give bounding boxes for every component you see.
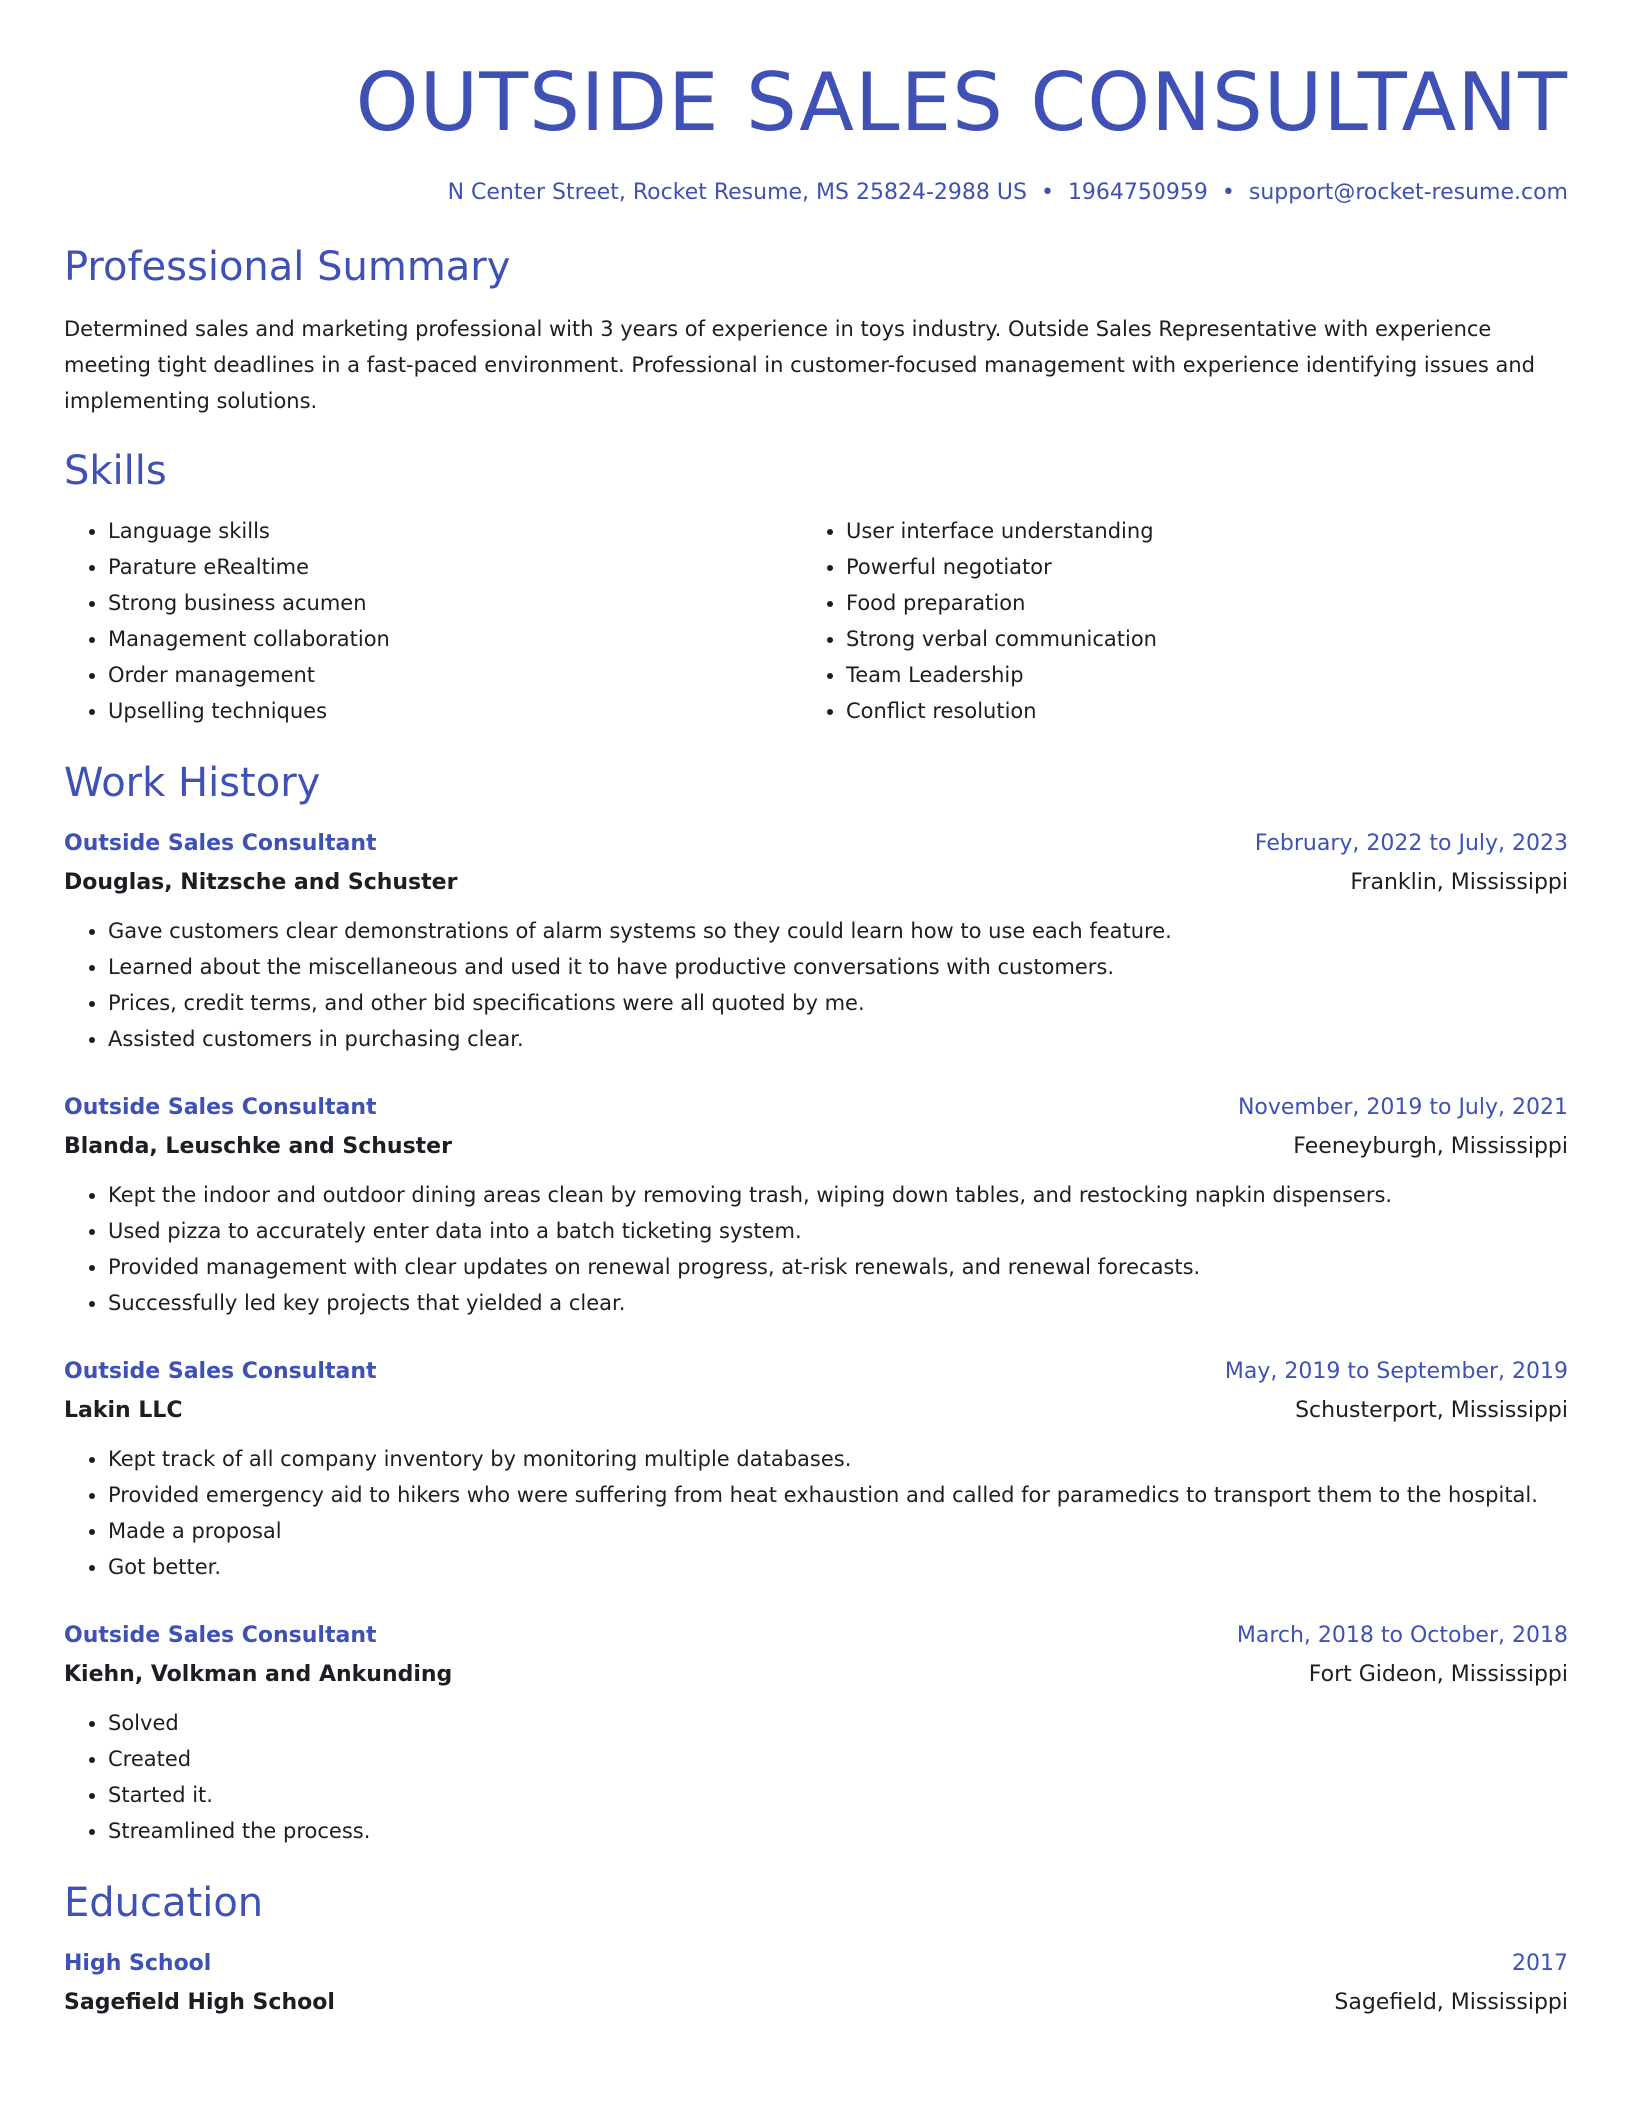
skills-column-left: [64, 513, 802, 729]
job-bullet: • Gave customers clear demonstrations of alarm systems so they could learn how to use each feature.: [108, 913, 1568, 949]
education-location: Sagefield, Mississippi: [1334, 1990, 1568, 2015]
skills-list: [64, 513, 1568, 729]
job-company: Blanda, Leuschke and Schuster: [64, 1134, 452, 1159]
job-bullet: • Kept the indoor and outdoor dining areas clean by removing trash, wiping down tables, and restocking napkin dispensers.: [108, 1177, 1568, 1213]
job-company-row: [64, 1391, 1568, 1431]
job-bullet: • Created: [108, 1741, 1568, 1777]
contact-separator: •: [1221, 180, 1235, 205]
work-history-heading: Work History: [64, 760, 321, 806]
skill-item: • Food preparation: [846, 585, 1540, 621]
job-bullet: • Used pizza to accurately enter data into a batch ticketing system.: [108, 1213, 1568, 1249]
skill-item: • Management collaboration: [108, 621, 802, 657]
job-company-row: [64, 1655, 1568, 1695]
job-dates: November, 2019 to July, 2021: [1237, 1095, 1568, 1120]
job-entry: [64, 1353, 1568, 1585]
skills-column-right: [802, 513, 1540, 729]
job-entry: [64, 1089, 1568, 1321]
job-bullet: • Solved: [108, 1705, 1568, 1741]
job-role: Outside Sales Consultant: [64, 1359, 377, 1384]
contact-phone: 1964750959: [1067, 180, 1208, 205]
skills-heading: Skills: [64, 448, 167, 494]
job-header-row: [64, 1617, 1568, 1655]
skill-item: • Upselling techniques: [108, 693, 802, 729]
job-company: Kiehn, Volkman and Ankunding: [64, 1662, 453, 1687]
job-bullet: • Provided emergency aid to hikers who were suffering from heat exhaustion and called for paramedics to transport them to the hospital.: [108, 1477, 1568, 1513]
education-degree: High School: [64, 1951, 212, 1976]
job-bullet: • Provided management with clear updates on renewal progress, at-risk renewals, and renewal forecasts.: [108, 1249, 1568, 1285]
education-year: 2017: [1512, 1951, 1568, 1976]
job-bullet: • Successfully led key projects that yielded a clear.: [108, 1285, 1568, 1321]
job-role: Outside Sales Consultant: [64, 831, 377, 856]
contact-email[interactable]: support@rocket-resume.com: [1248, 180, 1568, 205]
job-header-row: [64, 825, 1568, 863]
job-location: Franklin, Mississippi: [1350, 870, 1568, 895]
skill-item: • Team Leadership: [846, 657, 1540, 693]
job-header-row: [64, 1353, 1568, 1391]
job-bullet: • Got better.: [108, 1549, 1568, 1585]
skill-item: • Parature eRealtime: [108, 549, 802, 585]
job-bullet: • Streamlined the process.: [108, 1813, 1568, 1849]
job-location: Feeneyburgh, Mississippi: [1293, 1134, 1568, 1159]
education-school-row: [64, 1983, 1568, 2023]
contact-separator: •: [1040, 180, 1054, 205]
skill-item: • Language skills: [108, 513, 802, 549]
skill-item: • Strong verbal communication: [846, 621, 1540, 657]
job-entry: [64, 1617, 1568, 1849]
job-bullet: • Assisted customers in purchasing clear.: [108, 1021, 1568, 1057]
job-bullets: [64, 1441, 1568, 1585]
education-header-row: [64, 1945, 1568, 1983]
job-bullets: [64, 913, 1568, 1057]
job-role: Outside Sales Consultant: [64, 1623, 377, 1648]
skill-item: • Powerful negotiator: [846, 549, 1540, 585]
job-role: Outside Sales Consultant: [64, 1095, 377, 1120]
job-dates: February, 2022 to July, 2023: [1254, 831, 1568, 856]
education-entry: [64, 1945, 1568, 2023]
job-dates: May, 2019 to September, 2019: [1224, 1359, 1568, 1384]
resume-header: [64, 0, 1568, 205]
job-bullet: • Learned about the miscellaneous and used it to have productive conversations with customers.: [108, 949, 1568, 985]
skill-item: • Strong business acumen: [108, 585, 802, 621]
education-school: Sagefield High School: [64, 1990, 335, 2015]
job-company: Douglas, Nitzsche and Schuster: [64, 870, 458, 895]
job-bullets: [64, 1705, 1568, 1849]
candidate-title: OUTSIDE SALES CONSULTANT: [355, 56, 1568, 149]
job-location: Fort Gideon, Mississippi: [1308, 1662, 1568, 1687]
job-dates: March, 2018 to October, 2018: [1236, 1623, 1568, 1648]
job-bullet: • Kept track of all company inventory by monitoring multiple databases.: [108, 1441, 1568, 1477]
job-company-row: [64, 1127, 1568, 1167]
job-bullet: • Made a proposal: [108, 1513, 1568, 1549]
job-header-row: [64, 1089, 1568, 1127]
summary-heading: Professional Summary: [64, 244, 511, 290]
skill-item: • Conflict resolution: [846, 693, 1540, 729]
job-bullets: [64, 1177, 1568, 1321]
job-entry: [64, 825, 1568, 1057]
job-bullet: • Started it.: [108, 1777, 1568, 1813]
job-company: Lakin LLC: [64, 1398, 183, 1423]
job-location: Schusterport, Mississippi: [1295, 1398, 1568, 1423]
summary-text: Determined sales and marketing professional with 3 years of experience in toys industry. Outside Sales Representative with experience meeting tight deadlines in a fast-paced environment. Professional in customer-focused management with experience identifying issues and implementing solutions.: [64, 317, 1535, 413]
contact-address: N Center Street, Rocket Resume, MS 25824-2988 US: [447, 180, 1027, 205]
job-bullet: • Prices, credit terms, and other bid specifications were all quoted by me.: [108, 985, 1568, 1021]
contact-line: [64, 180, 1568, 205]
education-heading: Education: [64, 1880, 264, 1926]
skill-item: • Order management: [108, 657, 802, 693]
skill-item: • User interface understanding: [846, 513, 1540, 549]
job-company-row: [64, 863, 1568, 903]
